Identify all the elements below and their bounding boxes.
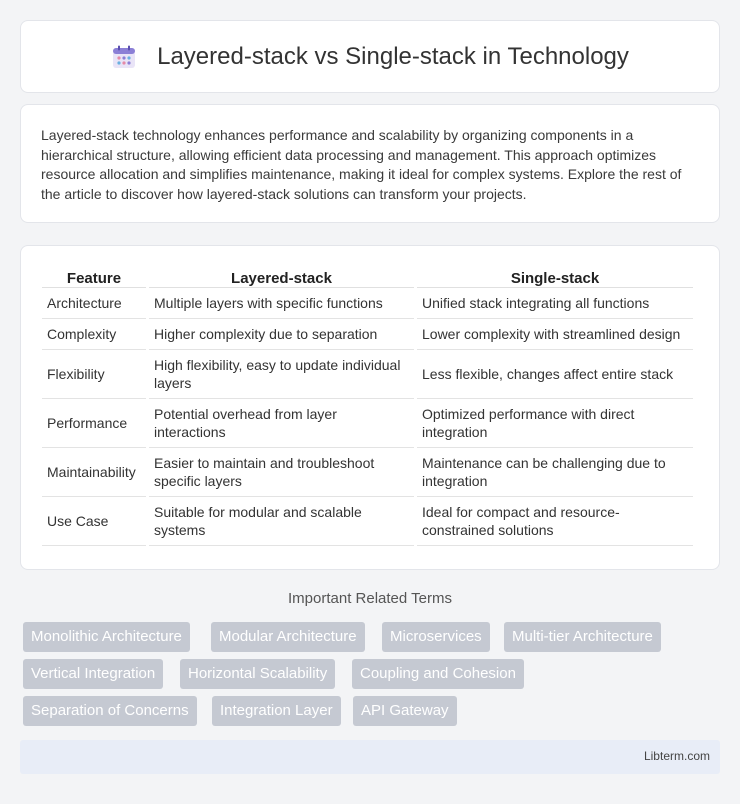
table-row [42,288,693,319]
tag-vertical-integration[interactable]: Vertical Integration [23,659,163,689]
table-cell: Performance [42,399,146,448]
table-cell: Maintenance can be challenging due to integration [417,448,693,497]
tag-separation-of-concerns[interactable]: Separation of Concerns [23,696,197,726]
footer-brand[interactable]: Libterm.com [643,749,710,763]
table-cell: Suitable for modular and scalable systems [149,497,414,546]
tag-multi-tier-architecture[interactable]: Multi-tier Architecture [504,622,661,652]
table-cell: Higher complexity due to separation [149,319,414,350]
table-cell: Architecture [42,288,146,319]
table-cell: Maintainability [42,448,146,497]
tag-monolithic-architecture[interactable]: Monolithic Architecture [23,622,190,652]
comparison-table [39,266,696,546]
intro-card [20,104,720,223]
table-cell: Optimized performance with direct integration [417,399,693,448]
table-cell: Lower complexity with streamlined design [417,319,693,350]
table-cell: Flexibility [42,350,146,399]
table-cell: Multiple layers with specific functions [149,288,414,319]
tag-api-gateway[interactable]: API Gateway [353,696,457,726]
tag-integration-layer[interactable]: Integration Layer [212,696,341,726]
table-cell: Complexity [42,319,146,350]
tag-coupling-and-cohesion[interactable]: Coupling and Cohesion [352,659,524,689]
table-cell: Ideal for compact and resource-constrained solutions [417,497,693,546]
table-row [42,319,693,350]
column-header-feature: Feature [42,266,146,288]
column-header-single: Single-stack [417,266,693,288]
table-cell: Less flexible, changes affect entire stack [417,350,693,399]
table-row [42,350,693,399]
table-cell: High flexibility, easy to update individual layers [149,350,414,399]
tag-horizontal-scalability[interactable]: Horizontal Scalability [180,659,335,689]
comparison-card [20,245,720,570]
header-card [20,20,720,93]
tag-microservices[interactable]: Microservices [382,622,490,652]
page-title: Layered-stack vs Single-stack in Technology [157,42,629,70]
table-row [42,399,693,448]
table-cell: Unified stack integrating all functions [417,288,693,319]
calendar-icon [111,44,137,70]
table-row [42,448,693,497]
intro-text: Layered-stack technology enhances performance and scalability by organizing components in a hierarchical structure, allowing efficient data processing and management. This approach optimizes resource allocation and simplifies maintenance, making it ideal for complex systems. Explore the rest of the article to discover how layered-stack solutions can transform your projects. [41,127,682,202]
related-terms-title: Important Related Terms [288,590,452,607]
column-header-layered: Layered-stack [149,266,414,288]
table-cell: Potential overhead from layer interactions [149,399,414,448]
table-cell: Use Case [42,497,146,546]
table-cell: Easier to maintain and troubleshoot specific layers [149,448,414,497]
table-row [42,497,693,546]
tag-modular-architecture[interactable]: Modular Architecture [211,622,365,652]
footer [20,740,720,774]
